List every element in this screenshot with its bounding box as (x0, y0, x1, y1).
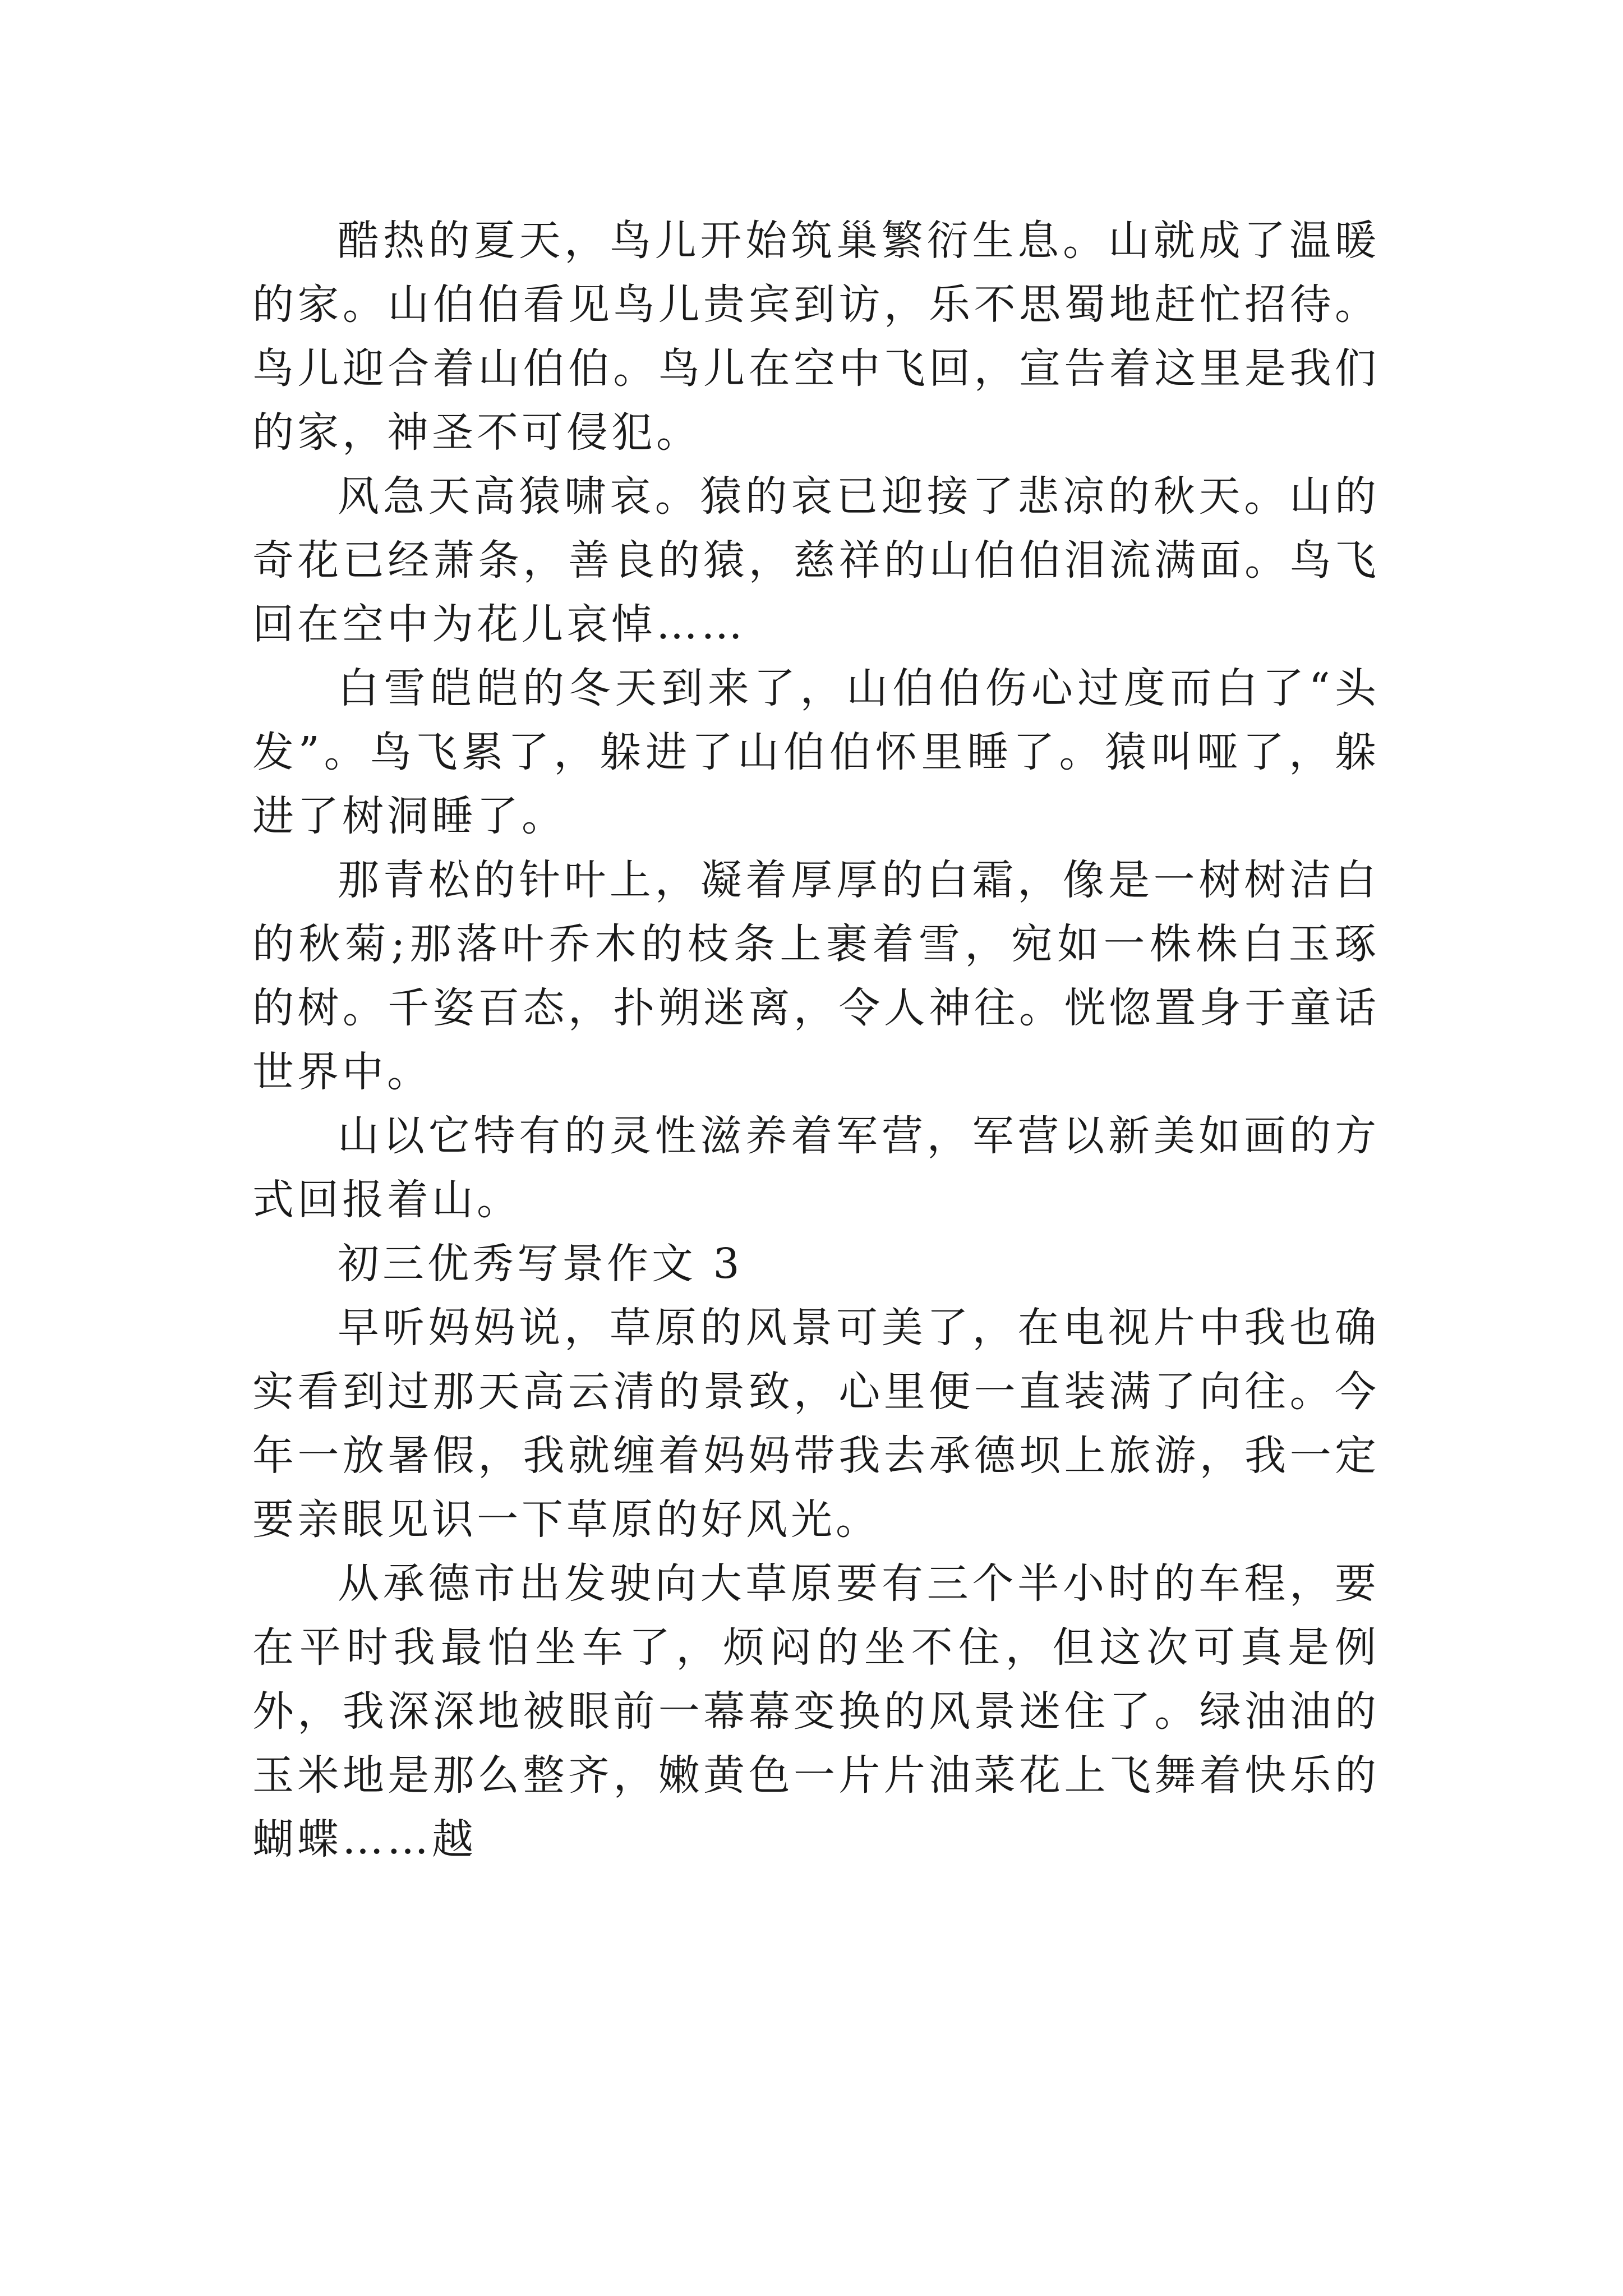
paragraph-grassland-intro: 早听妈妈说，草原的风景可美了，在电视片中我也确实看到过那天高云清的景致，心里便一直装满了向往。今年一放暑假，我就缠着妈妈带我去承德坝上旅游，我一定要亲眼见识一下草原的好风光。 (252, 1304, 1380, 1544)
paragraph-winter: 白雪皑皑的冬天到来了，山伯伯伤心过度而白了“头发”。鸟飞累了，躲进了山伯伯怀里睡了。猿叫哑了，躲进了树洞睡了。 (252, 664, 1380, 840)
paragraph-summer: 酷热的夏天，鸟儿开始筑巢繁衍生息。山就成了温暖的家。山伯伯看见鸟儿贵宾到访，乐不思蜀地赶忙招待。鸟儿迎合着山伯伯。鸟儿在空中飞回，宣告着这里是我们的家，神圣不可侵犯。 (252, 217, 1380, 457)
paragraph-journey: 从承德市出发驶向大草原要有三个半小时的车程，要在平时我最怕坐车了，烦闷的坐不住，但这次可真是例外，我深深地被眼前一幕幕变换的风景迷住了。绿油油的玉米地是那么整齐，嫩黄色一片片油菜花上飞舞着快乐的蝴蝶……越 (252, 1559, 1380, 1864)
section-heading: 初三优秀写景作文 3 (338, 1240, 743, 1288)
paragraph-autumn: 风急天高猿啸哀。猿的哀已迎接了悲凉的秋天。山的奇花已经萧条，善良的猿，慈祥的山伯伯泪流满面。鸟飞回在空中为花儿哀悼…… (252, 472, 1380, 648)
paragraph-military-camp: 山以它特有的灵性滋养着军营，军营以新美如画的方式回报着山。 (252, 1112, 1380, 1224)
document-body (252, 209, 1380, 1871)
paragraph-pine-frost: 那青松的针叶上，凝着厚厚的白霜，像是一树树洁白的秋菊;那落叶乔木的枝条上裹着雪，宛如一株株白玉琢的树。千姿百态，扑朔迷离，令人神往。恍惚置身于童话世界中。 (252, 856, 1380, 1096)
